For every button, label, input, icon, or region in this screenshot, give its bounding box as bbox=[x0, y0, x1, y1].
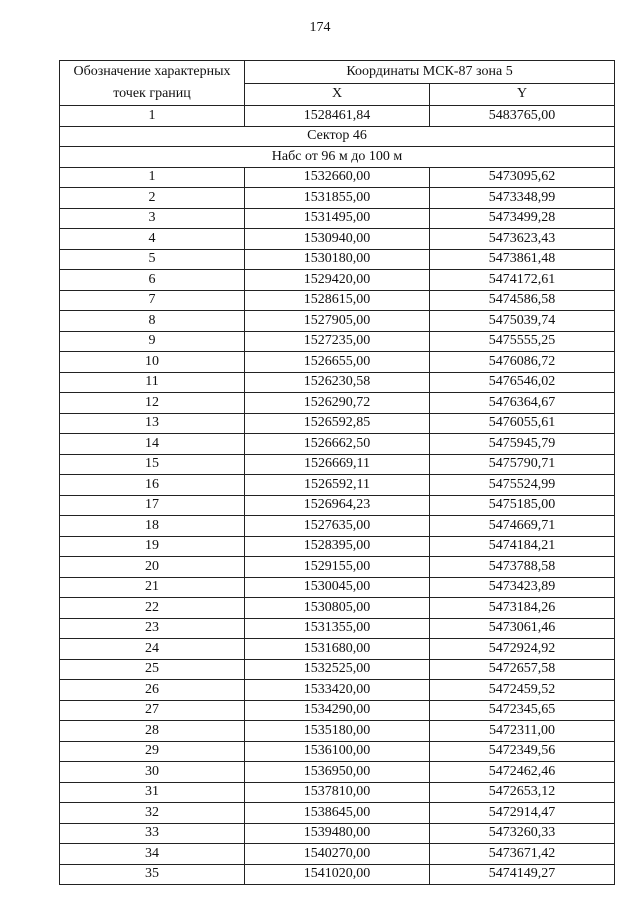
table-row bbox=[60, 577, 615, 598]
table-row bbox=[60, 270, 615, 291]
x-coordinate-cell: 1541020,00 bbox=[245, 864, 430, 885]
point-number-cell: 10 bbox=[60, 352, 245, 373]
first-point-number: 1 bbox=[60, 106, 245, 127]
y-coordinate-cell: 5473788,58 bbox=[430, 557, 615, 578]
point-number-cell: 11 bbox=[60, 372, 245, 393]
x-coordinate-cell: 1536950,00 bbox=[245, 762, 430, 783]
point-number-cell: 20 bbox=[60, 557, 245, 578]
y-coordinate-cell: 5475945,79 bbox=[430, 434, 615, 455]
point-number-cell: 2 bbox=[60, 188, 245, 209]
point-number-cell: 34 bbox=[60, 844, 245, 865]
x-coordinate-cell: 1530940,00 bbox=[245, 229, 430, 250]
y-coordinate-cell: 5473061,46 bbox=[430, 618, 615, 639]
table-row bbox=[60, 803, 615, 824]
point-number-cell: 19 bbox=[60, 536, 245, 557]
point-number-cell: 35 bbox=[60, 864, 245, 885]
table-row bbox=[60, 331, 615, 352]
y-coordinate-cell: 5472345,65 bbox=[430, 700, 615, 721]
table-row bbox=[60, 454, 615, 475]
table-row bbox=[60, 741, 615, 762]
point-number-cell: 29 bbox=[60, 741, 245, 762]
table-row bbox=[60, 557, 615, 578]
x-coordinate-cell: 1526669,11 bbox=[245, 454, 430, 475]
table-row bbox=[60, 393, 615, 414]
x-coordinate-cell: 1531355,00 bbox=[245, 618, 430, 639]
coordinates-table bbox=[59, 60, 615, 885]
point-number-cell: 5 bbox=[60, 249, 245, 270]
y-coordinate-cell: 5472914,47 bbox=[430, 803, 615, 824]
table-row bbox=[60, 762, 615, 783]
y-coordinate-cell: 5475039,74 bbox=[430, 311, 615, 332]
point-number-cell: 14 bbox=[60, 434, 245, 455]
x-coordinate-cell: 1532660,00 bbox=[245, 167, 430, 188]
x-coordinate-cell: 1539480,00 bbox=[245, 823, 430, 844]
y-coordinate-cell: 5472924,92 bbox=[430, 639, 615, 660]
y-coordinate-cell: 5476086,72 bbox=[430, 352, 615, 373]
point-number-cell: 4 bbox=[60, 229, 245, 250]
table-row bbox=[60, 680, 615, 701]
x-coordinate-cell: 1526230,58 bbox=[245, 372, 430, 393]
height-range: Набс от 96 м до 100 м bbox=[60, 147, 615, 168]
header-coordinates-system: Координаты МСК-87 зона 5 bbox=[245, 61, 615, 84]
y-coordinate-cell: 5473861,48 bbox=[430, 249, 615, 270]
y-coordinate-cell: 5475555,25 bbox=[430, 331, 615, 352]
table-row bbox=[60, 475, 615, 496]
table-row bbox=[60, 372, 615, 393]
point-number-cell: 31 bbox=[60, 782, 245, 803]
x-coordinate-cell: 1536100,00 bbox=[245, 741, 430, 762]
table-row bbox=[60, 659, 615, 680]
y-coordinate-cell: 5476055,61 bbox=[430, 413, 615, 434]
y-coordinate-cell: 5474669,71 bbox=[430, 516, 615, 537]
y-coordinate-cell: 5473095,62 bbox=[430, 167, 615, 188]
header-y: Y bbox=[430, 83, 615, 106]
header-points-label-line2: точек границ bbox=[113, 86, 191, 101]
x-coordinate-cell: 1529155,00 bbox=[245, 557, 430, 578]
point-number-cell: 13 bbox=[60, 413, 245, 434]
y-coordinate-cell: 5475524,99 bbox=[430, 475, 615, 496]
header-points-cell bbox=[60, 61, 245, 106]
point-number-cell: 32 bbox=[60, 803, 245, 824]
y-coordinate-cell: 5473423,89 bbox=[430, 577, 615, 598]
x-coordinate-cell: 1537810,00 bbox=[245, 782, 430, 803]
point-number-cell: 28 bbox=[60, 721, 245, 742]
x-coordinate-cell: 1535180,00 bbox=[245, 721, 430, 742]
point-number-cell: 1 bbox=[60, 167, 245, 188]
table-row bbox=[60, 290, 615, 311]
point-number-cell: 8 bbox=[60, 311, 245, 332]
table-row bbox=[60, 167, 615, 188]
x-coordinate-cell: 1529420,00 bbox=[245, 270, 430, 291]
x-coordinate-cell: 1531495,00 bbox=[245, 208, 430, 229]
point-number-cell: 27 bbox=[60, 700, 245, 721]
table-row bbox=[60, 434, 615, 455]
y-coordinate-cell: 5473499,28 bbox=[430, 208, 615, 229]
y-coordinate-cell: 5473623,43 bbox=[430, 229, 615, 250]
x-coordinate-cell: 1538645,00 bbox=[245, 803, 430, 824]
x-coordinate-cell: 1526964,23 bbox=[245, 495, 430, 516]
table-row bbox=[60, 700, 615, 721]
point-number-cell: 3 bbox=[60, 208, 245, 229]
y-coordinate-cell: 5474586,58 bbox=[430, 290, 615, 311]
x-coordinate-cell: 1533420,00 bbox=[245, 680, 430, 701]
table-row bbox=[60, 618, 615, 639]
y-coordinate-cell: 5472462,46 bbox=[430, 762, 615, 783]
x-coordinate-cell: 1531855,00 bbox=[245, 188, 430, 209]
x-coordinate-cell: 1527905,00 bbox=[245, 311, 430, 332]
point-number-cell: 16 bbox=[60, 475, 245, 496]
table-row bbox=[60, 495, 615, 516]
y-coordinate-cell: 5472349,56 bbox=[430, 741, 615, 762]
header-row bbox=[60, 61, 615, 84]
x-coordinate-cell: 1530045,00 bbox=[245, 577, 430, 598]
sector-title: Сектор 46 bbox=[60, 126, 615, 147]
x-coordinate-cell: 1534290,00 bbox=[245, 700, 430, 721]
point-number-cell: 6 bbox=[60, 270, 245, 291]
y-coordinate-cell: 5473184,26 bbox=[430, 598, 615, 619]
sector-row bbox=[60, 126, 615, 147]
point-number-cell: 15 bbox=[60, 454, 245, 475]
page-number: 174 bbox=[309, 20, 331, 35]
header-x: X bbox=[245, 83, 430, 106]
x-coordinate-cell: 1530805,00 bbox=[245, 598, 430, 619]
point-number-cell: 9 bbox=[60, 331, 245, 352]
point-number-cell: 26 bbox=[60, 680, 245, 701]
y-coordinate-cell: 5476364,67 bbox=[430, 393, 615, 414]
point-number-cell: 25 bbox=[60, 659, 245, 680]
point-number-cell: 7 bbox=[60, 290, 245, 311]
y-coordinate-cell: 5473260,33 bbox=[430, 823, 615, 844]
table-row bbox=[60, 844, 615, 865]
point-number-cell: 30 bbox=[60, 762, 245, 783]
y-coordinate-cell: 5476546,02 bbox=[430, 372, 615, 393]
point-number-cell: 23 bbox=[60, 618, 245, 639]
height-range-row bbox=[60, 147, 615, 168]
table-row bbox=[60, 536, 615, 557]
y-coordinate-cell: 5473348,99 bbox=[430, 188, 615, 209]
point-number-cell: 18 bbox=[60, 516, 245, 537]
y-coordinate-cell: 5472653,12 bbox=[430, 782, 615, 803]
x-coordinate-cell: 1532525,00 bbox=[245, 659, 430, 680]
x-coordinate-cell: 1528395,00 bbox=[245, 536, 430, 557]
x-coordinate-cell: 1527635,00 bbox=[245, 516, 430, 537]
y-coordinate-cell: 5472459,52 bbox=[430, 680, 615, 701]
x-coordinate-cell: 1526290,72 bbox=[245, 393, 430, 414]
point-number-cell: 22 bbox=[60, 598, 245, 619]
point-number-cell: 21 bbox=[60, 577, 245, 598]
x-coordinate-cell: 1528615,00 bbox=[245, 290, 430, 311]
first-point-x: 1528461,84 bbox=[245, 106, 430, 127]
header-points-label-line1: Обозначение характерных bbox=[73, 64, 231, 79]
point-number-cell: 33 bbox=[60, 823, 245, 844]
table-row bbox=[60, 188, 615, 209]
point-number-cell: 24 bbox=[60, 639, 245, 660]
table-row bbox=[60, 352, 615, 373]
table-row bbox=[60, 721, 615, 742]
table-row bbox=[60, 249, 615, 270]
x-coordinate-cell: 1530180,00 bbox=[245, 249, 430, 270]
x-coordinate-cell: 1540270,00 bbox=[245, 844, 430, 865]
table-row bbox=[60, 208, 615, 229]
y-coordinate-cell: 5472657,58 bbox=[430, 659, 615, 680]
table-row bbox=[60, 639, 615, 660]
y-coordinate-cell: 5472311,00 bbox=[430, 721, 615, 742]
x-coordinate-cell: 1526662,50 bbox=[245, 434, 430, 455]
x-coordinate-cell: 1526655,00 bbox=[245, 352, 430, 373]
table-row bbox=[60, 413, 615, 434]
y-coordinate-cell: 5475185,00 bbox=[430, 495, 615, 516]
x-coordinate-cell: 1526592,85 bbox=[245, 413, 430, 434]
x-coordinate-cell: 1527235,00 bbox=[245, 331, 430, 352]
y-coordinate-cell: 5474172,61 bbox=[430, 270, 615, 291]
x-coordinate-cell: 1531680,00 bbox=[245, 639, 430, 660]
x-coordinate-cell: 1526592,11 bbox=[245, 475, 430, 496]
table-row bbox=[60, 311, 615, 332]
table-row bbox=[60, 229, 615, 250]
y-coordinate-cell: 5475790,71 bbox=[430, 454, 615, 475]
first-point-y: 5483765,00 bbox=[430, 106, 615, 127]
y-coordinate-cell: 5473671,42 bbox=[430, 844, 615, 865]
table-row bbox=[60, 782, 615, 803]
point-number-cell: 17 bbox=[60, 495, 245, 516]
point-number-cell: 12 bbox=[60, 393, 245, 414]
table-row bbox=[60, 598, 615, 619]
y-coordinate-cell: 5474184,21 bbox=[430, 536, 615, 557]
first-point-row bbox=[60, 106, 615, 127]
table-row bbox=[60, 516, 615, 537]
y-coordinate-cell: 5474149,27 bbox=[430, 864, 615, 885]
table-row bbox=[60, 864, 615, 885]
table-row bbox=[60, 823, 615, 844]
